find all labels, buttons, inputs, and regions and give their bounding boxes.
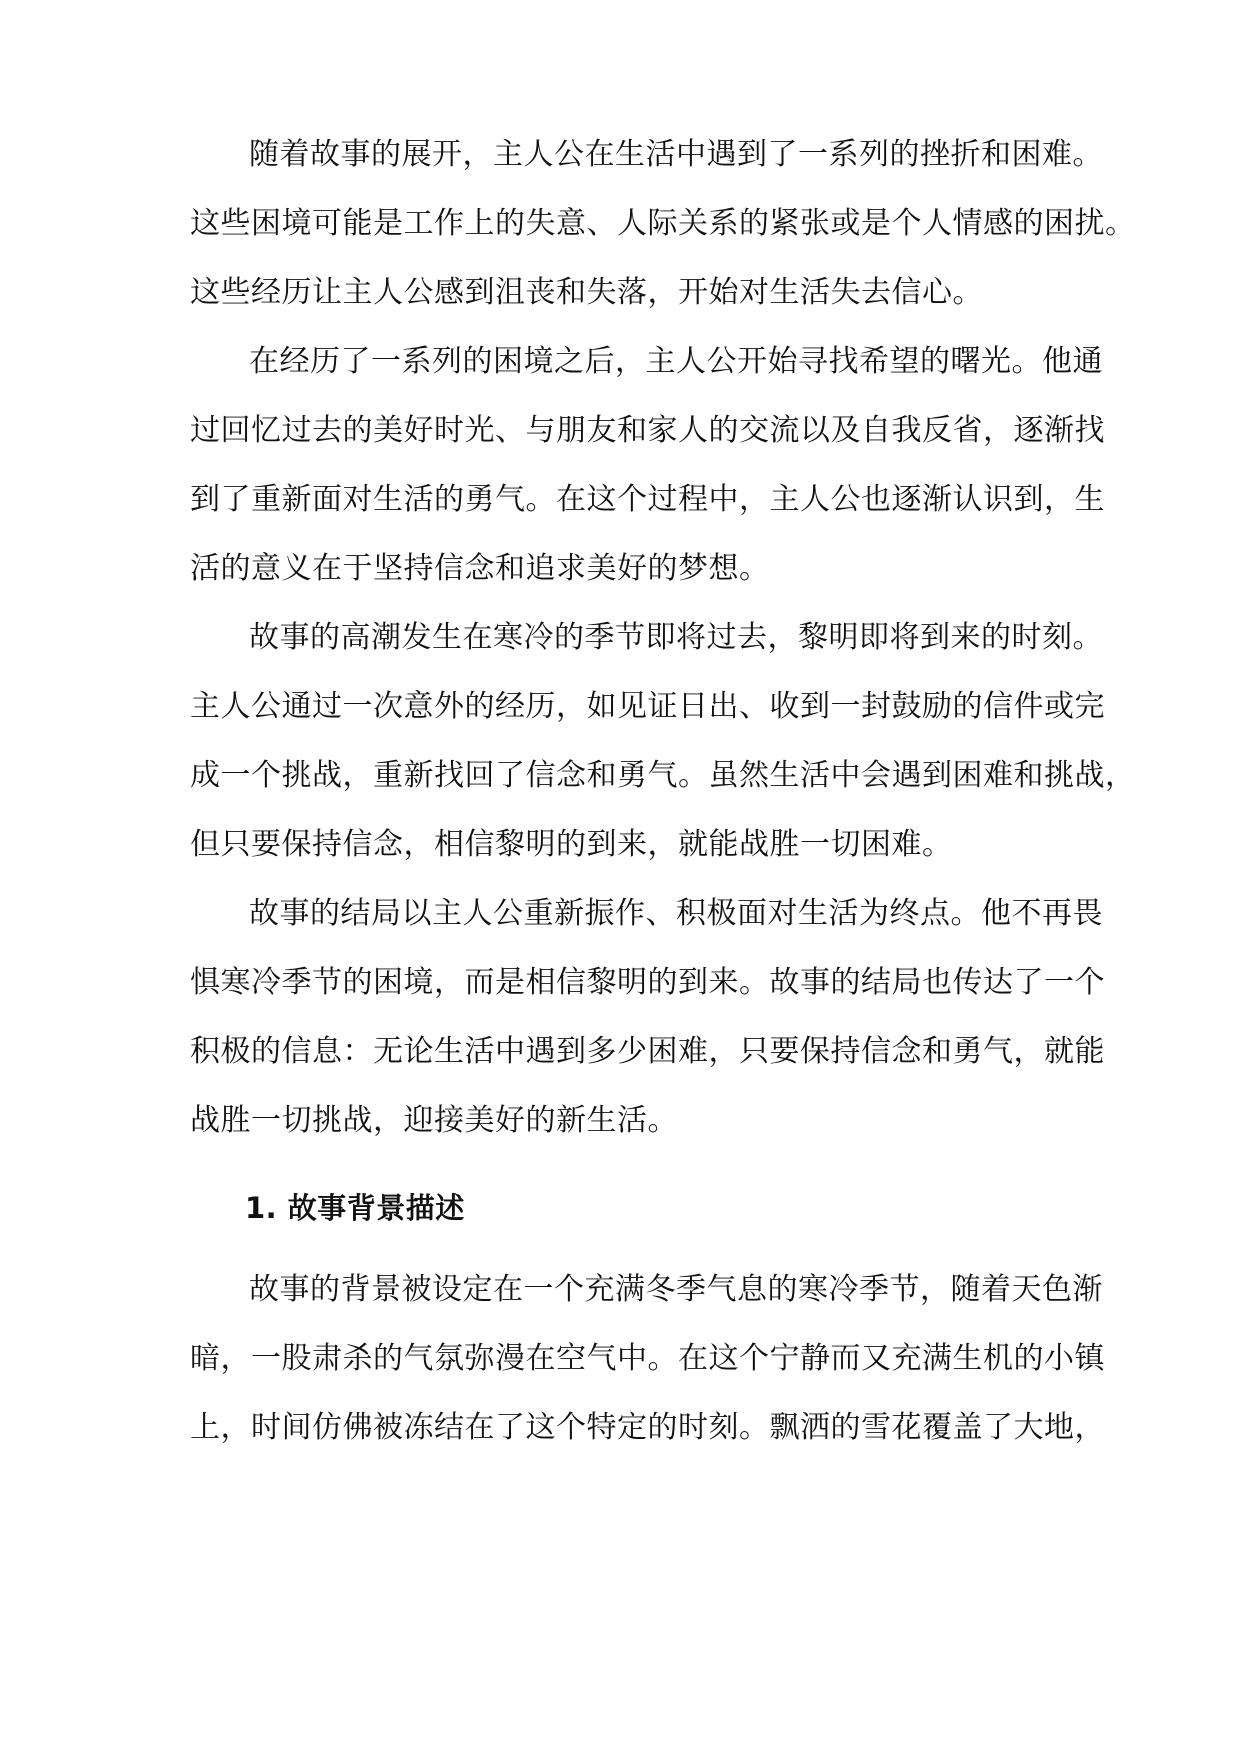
paragraph-4-line-1: 故事的结局以主人公重新振作、积极面对生活为终点。他不再畏 (249, 896, 1103, 931)
paragraph-3-line-3: 成一个挑战，重新找回了信念和勇气。虽然生活中会遇到困难和挑战， (190, 758, 1136, 793)
paragraph-2-line-3: 到了重新面对生活的勇气。在这个过程中，主人公也逐渐认识到，生 (190, 482, 1105, 517)
section-paragraph-line-3: 上，时间仿佛被冻结在了这个特定的时刻。飘洒的雪花覆盖了大地， (190, 1410, 1105, 1445)
paragraph-2-line-1: 在经历了一系列的困境之后，主人公开始寻找希望的曙光。他通 (249, 344, 1103, 379)
paragraph-3-line-4: 但只要保持信念，相信黎明的到来，就能战胜一切困难。 (190, 827, 953, 862)
paragraph-3-line-2: 主人公通过一次意外的经历，如见证日出、收到一封鼓励的信件或完 (190, 689, 1105, 724)
paragraph-3-line-1: 故事的高潮发生在寒冷的季节即将过去，黎明即将到来的时刻。 (249, 620, 1103, 655)
section-paragraph-line-2: 暗，一股肃杀的气氛弥漫在空气中。在这个宁静而又充满生机的小镇 (190, 1341, 1105, 1376)
paragraph-4-line-2: 惧寒冷季节的困境，而是相信黎明的到来。故事的结局也传达了一个 (190, 965, 1105, 1000)
paragraph-1-line-1: 随着故事的展开，主人公在生活中遇到了一系列的挫折和困难。 (249, 137, 1103, 172)
paragraph-2-line-2: 过回忆过去的美好时光、与朋友和家人的交流以及自我反省，逐渐找 (190, 413, 1105, 448)
section-paragraph-line-1: 故事的背景被设定在一个充满冬季气息的寒冷季节，随着天色渐 (249, 1272, 1103, 1307)
section-heading: 1. 故事背景描述 (245, 1191, 465, 1225)
paragraph-4-line-3: 积极的信息：无论生活中遇到多少困难，只要保持信念和勇气，就能 (190, 1034, 1105, 1069)
paragraph-4-line-4: 战胜一切挑战，迎接美好的新生活。 (190, 1103, 678, 1138)
paragraph-1-line-3: 这些经历让主人公感到沮丧和失落，开始对生活失去信心。 (190, 275, 983, 310)
paragraph-2-line-4: 活的意义在于坚持信念和追求美好的梦想。 (190, 551, 770, 586)
paragraph-1-line-2: 这些困境可能是工作上的失意、人际关系的紧张或是个人情感的困扰。 (190, 206, 1136, 241)
